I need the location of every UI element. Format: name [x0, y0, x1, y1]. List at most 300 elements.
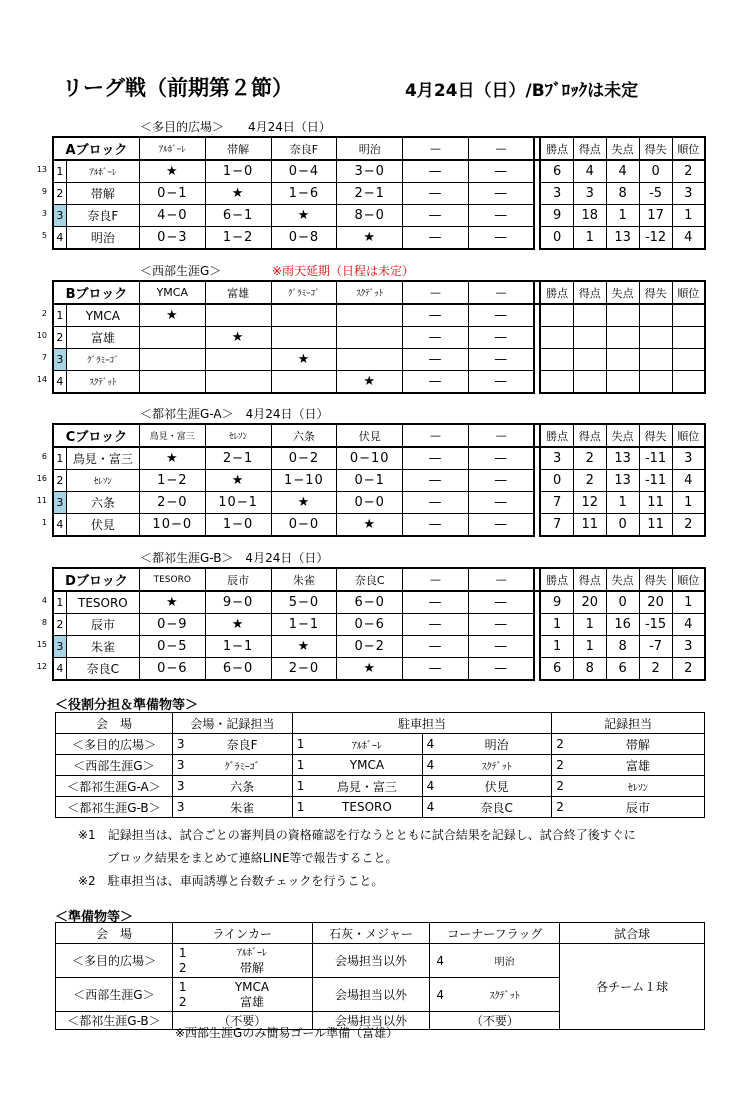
team-stat: -11 [639, 470, 672, 492]
team-row [53, 227, 705, 250]
team-name: 帯解 [66, 183, 139, 205]
team-stat: 4 [573, 160, 606, 183]
opponent-header: 帯解 [205, 137, 271, 160]
venue-label: ＜都祁生涯G-B＞ 4月24日（日） [140, 551, 329, 565]
roles-team: 富雄 [572, 755, 705, 776]
team-stat: -11 [639, 447, 672, 470]
match-result: ★ [139, 591, 205, 614]
team-stat: 0 [540, 227, 573, 250]
match-result: 1−0 [205, 160, 271, 183]
match-result: ★ [271, 205, 337, 227]
team-number: 2 [53, 327, 66, 349]
team-row [53, 636, 705, 658]
team-number: 1 [53, 591, 66, 614]
match-result: — [468, 160, 534, 183]
roles-number: 4 [422, 734, 442, 755]
match-result [139, 349, 205, 371]
match-result: — [403, 205, 469, 227]
team-row [53, 614, 705, 636]
team-stat [540, 371, 573, 394]
match-result [271, 327, 337, 349]
team-stat: 4 [672, 470, 705, 492]
match-result: — [403, 371, 469, 394]
opponent-header: YMCA [139, 281, 205, 304]
equipment-line-no: 1 [178, 945, 187, 960]
match-result: 6−0 [205, 658, 271, 681]
match-result: ★ [139, 304, 205, 327]
opponent-header: ｱﾙﾎﾞｰﾚ [139, 137, 205, 160]
stat-header: 得点 [573, 424, 606, 447]
team-stat: 20 [639, 591, 672, 614]
team-stat: 13 [606, 470, 639, 492]
equipment-line-team: 富雄 [239, 994, 264, 1009]
team-stat: 4 [606, 160, 639, 183]
opponent-header: — [468, 424, 534, 447]
team-stat: 2 [672, 514, 705, 537]
team-stat [606, 349, 639, 371]
opponent-header: — [468, 568, 534, 591]
team-stat: 2 [573, 447, 606, 470]
team-stat: 3 [573, 183, 606, 205]
seed-number: 9 [41, 187, 47, 196]
match-result: 2−0 [139, 492, 205, 514]
team-stat: 9 [540, 591, 573, 614]
roles-team: TESORO [312, 797, 422, 818]
stat-header: 失点 [606, 281, 639, 304]
team-number: 2 [53, 183, 66, 205]
match-result: — [403, 447, 469, 470]
opponent-header: TESORO [139, 568, 205, 591]
stat-header: 得点 [573, 568, 606, 591]
team-stat [639, 304, 672, 327]
match-result: 6−1 [205, 205, 271, 227]
equipment-row [56, 944, 705, 978]
team-number: 2 [53, 614, 66, 636]
match-result: — [403, 514, 469, 537]
equipment-lime: 会場担当以外 [312, 978, 430, 1012]
team-stat: 1 [672, 492, 705, 514]
match-result: 0−1 [139, 183, 205, 205]
league-table-block-2 [52, 280, 706, 394]
stat-header: 得失 [639, 137, 672, 160]
match-result [205, 349, 271, 371]
roles-number: 1 [292, 797, 312, 818]
equipment-lime: 会場担当以外 [312, 1012, 430, 1030]
match-result: — [403, 327, 469, 349]
stat-header: 得失 [639, 424, 672, 447]
team-row [53, 447, 705, 470]
team-row [53, 327, 705, 349]
match-result: 1−10 [271, 470, 337, 492]
match-result: 8−0 [337, 205, 403, 227]
team-stat: 7 [540, 514, 573, 537]
stat-header: 勝点 [540, 281, 573, 304]
seed-number: 3 [41, 209, 47, 218]
match-result: ★ [205, 614, 271, 636]
team-name: ｽｸﾃﾞｯﾄ [66, 371, 139, 394]
team-stat: 6 [540, 160, 573, 183]
match-result: 0−9 [139, 614, 205, 636]
roles-team: 鳥見・富三 [312, 776, 422, 797]
note-2: ※2 駐車担当は、車両誘導と台数チェックを行うこと。 [78, 874, 384, 888]
stat-header: 失点 [606, 137, 639, 160]
team-number: 1 [53, 447, 66, 470]
stat-header: 失点 [606, 568, 639, 591]
team-stat: 3 [540, 447, 573, 470]
seed-number: 13 [36, 165, 47, 174]
equipment-corner-no: 4 [430, 978, 450, 1012]
roles-header-record: 記録担当 [552, 713, 705, 734]
equipment-corner-team: ｽｸﾃﾞｯﾄ [450, 978, 560, 1012]
roles-team: ｽｸﾃﾞｯﾄ [442, 755, 552, 776]
team-stat: 3 [540, 183, 573, 205]
team-stat: 13 [606, 447, 639, 470]
match-result: — [403, 304, 469, 327]
team-name: 辰市 [66, 614, 139, 636]
match-result: 10−0 [139, 514, 205, 537]
match-result: — [403, 227, 469, 250]
match-result: 0−10 [337, 447, 403, 470]
roles-venue: ＜都祁生涯G-A＞ [56, 776, 173, 797]
match-result: 0−0 [337, 492, 403, 514]
team-stat [573, 304, 606, 327]
team-number: 4 [53, 371, 66, 394]
stat-header: 勝点 [540, 137, 573, 160]
team-stat: 13 [606, 227, 639, 250]
stat-header: 順位 [672, 568, 705, 591]
match-result: ★ [337, 371, 403, 394]
team-number: 3 [53, 492, 66, 514]
stat-header: 得失 [639, 281, 672, 304]
team-stat: 1 [573, 227, 606, 250]
team-stat [606, 304, 639, 327]
equipment-header-ball: 試合球 [560, 923, 705, 944]
team-stat: -15 [639, 614, 672, 636]
team-stat: 11 [573, 514, 606, 537]
team-name: ｱﾙﾎﾞｰﾚ [66, 160, 139, 183]
team-name: 奈良F [66, 205, 139, 227]
team-stat: 0 [540, 470, 573, 492]
team-stat: 8 [606, 636, 639, 658]
match-result: 0−6 [139, 658, 205, 681]
roles-team: ｱﾙﾎﾞｰﾚ [312, 734, 422, 755]
match-result: 3−0 [337, 160, 403, 183]
team-stat [573, 371, 606, 394]
team-number: 4 [53, 658, 66, 681]
equipment-footnote: ※西部生涯Gのみ簡易ゴール準備（富雄） [175, 1026, 399, 1040]
match-result: — [403, 349, 469, 371]
stat-header: 勝点 [540, 568, 573, 591]
opponent-header: — [468, 281, 534, 304]
stat-header: 順位 [672, 137, 705, 160]
match-result: 0−1 [337, 470, 403, 492]
seed-number: 15 [36, 640, 47, 649]
match-result: — [468, 304, 534, 327]
match-result: — [468, 514, 534, 537]
seed-number: 5 [41, 231, 47, 240]
roles-venue: ＜都祁生涯G-B＞ [56, 797, 173, 818]
stat-header: 得点 [573, 137, 606, 160]
opponent-header: 鳥見・富三 [139, 424, 205, 447]
seed-number: 7 [41, 353, 47, 362]
roles-number: 3 [172, 776, 192, 797]
match-result: 5−0 [271, 591, 337, 614]
match-result: — [468, 447, 534, 470]
team-number: 3 [53, 205, 66, 227]
match-result [139, 371, 205, 394]
roles-number: 1 [292, 734, 312, 755]
match-result: — [403, 183, 469, 205]
seed-number: 10 [36, 331, 47, 340]
page-date-subtitle: 4月24日（日）/Bﾌﾞﾛｯｸは未定 [405, 81, 639, 101]
roles-row [56, 797, 705, 818]
team-row [53, 658, 705, 681]
match-result: 6−0 [337, 591, 403, 614]
match-result: 10−1 [205, 492, 271, 514]
roles-number: 2 [552, 776, 572, 797]
stat-header: 順位 [672, 424, 705, 447]
team-stat: 2 [639, 658, 672, 681]
match-result [337, 349, 403, 371]
match-result: ★ [139, 447, 205, 470]
team-stat: 3 [672, 447, 705, 470]
team-stat: 0 [606, 514, 639, 537]
match-result [271, 371, 337, 394]
seed-number: 11 [36, 496, 47, 505]
match-result: ★ [271, 349, 337, 371]
roles-header-venue: 会 場 [56, 713, 173, 734]
roles-number: 3 [172, 797, 192, 818]
match-result: 0−2 [337, 636, 403, 658]
opponent-header: — [468, 137, 534, 160]
equipment-header-linecar: ラインカー [172, 923, 312, 944]
team-stat: 1 [573, 636, 606, 658]
team-stat: 1 [540, 636, 573, 658]
team-stat: 9 [540, 205, 573, 227]
page-title: リーグ戦（前期第２節） [62, 76, 293, 100]
team-stat [672, 349, 705, 371]
match-result: 0−6 [337, 614, 403, 636]
opponent-header: — [403, 568, 469, 591]
match-result: ★ [205, 183, 271, 205]
equipment-table [55, 922, 705, 1030]
match-result: — [468, 591, 534, 614]
roles-team: 朱雀 [192, 797, 292, 818]
equipment-venue: ＜西部生涯G＞ [56, 978, 173, 1012]
opponent-header: 富雄 [205, 281, 271, 304]
opponent-header: 明治 [337, 137, 403, 160]
roles-row [56, 776, 705, 797]
team-number: 1 [53, 304, 66, 327]
block-name: Cブロック [53, 424, 139, 447]
roles-table [55, 712, 705, 818]
team-stat: 2 [672, 160, 705, 183]
match-result: 2−1 [205, 447, 271, 470]
match-result: ★ [205, 470, 271, 492]
team-stat: 11 [639, 514, 672, 537]
team-stat: 1 [540, 614, 573, 636]
match-result [271, 304, 337, 327]
roles-team: ｸﾞﾗﾐｰｺﾞ [192, 755, 292, 776]
team-row [53, 514, 705, 537]
team-row [53, 160, 705, 183]
roles-team: 帯解 [572, 734, 705, 755]
roles-number: 2 [552, 734, 572, 755]
match-result: — [468, 636, 534, 658]
match-result: 4−0 [139, 205, 205, 227]
match-result: 1−2 [205, 227, 271, 250]
team-row [53, 591, 705, 614]
seed-number: 2 [41, 309, 47, 318]
match-result: 0−3 [139, 227, 205, 250]
match-result: ★ [205, 327, 271, 349]
match-result: ★ [139, 160, 205, 183]
team-stat: 11 [639, 492, 672, 514]
team-stat: 8 [573, 658, 606, 681]
equipment-title: ＜準備物等＞ [55, 910, 134, 925]
match-result: — [468, 371, 534, 394]
team-number: 4 [53, 227, 66, 250]
team-name: 朱雀 [66, 636, 139, 658]
match-result: — [403, 492, 469, 514]
team-stat [540, 349, 573, 371]
roles-team: 明治 [442, 734, 552, 755]
league-header-row [53, 568, 705, 591]
equipment-corner-no: 4 [430, 944, 450, 978]
team-stat: 3 [672, 636, 705, 658]
match-result: 0−0 [271, 514, 337, 537]
seed-number: 1 [41, 518, 47, 527]
team-stat: 1 [573, 614, 606, 636]
team-name: ｾﾚｿﾝ [66, 470, 139, 492]
team-number: 2 [53, 470, 66, 492]
team-row [53, 470, 705, 492]
equipment-line-no: 2 [178, 994, 187, 1009]
note-1: ※1 記録担当は、試合ごとの審判員の資格確認を行なうとともに試合結果を記録し、試合終了後すぐに [78, 828, 636, 842]
team-name: 鳥見・富三 [66, 447, 139, 470]
team-stat [672, 327, 705, 349]
team-stat: 6 [540, 658, 573, 681]
team-number: 3 [53, 636, 66, 658]
league-table-block-1 [52, 136, 706, 250]
opponent-header: 奈良C [337, 568, 403, 591]
roles-header-row [56, 713, 705, 734]
team-stat: 0 [606, 591, 639, 614]
opponent-header: 伏見 [337, 424, 403, 447]
team-stat [540, 304, 573, 327]
league-table-block-4 [52, 567, 706, 681]
roles-number: 1 [292, 776, 312, 797]
roles-row [56, 755, 705, 776]
match-result: — [468, 349, 534, 371]
team-stat: 7 [540, 492, 573, 514]
team-row [53, 349, 705, 371]
team-stat: 2 [672, 658, 705, 681]
opponent-header: 朱雀 [271, 568, 337, 591]
match-result: 2−1 [337, 183, 403, 205]
opponent-header: 辰市 [205, 568, 271, 591]
league-header-row [53, 137, 705, 160]
match-result: 0−5 [139, 636, 205, 658]
team-stat: 6 [606, 658, 639, 681]
match-result: ★ [337, 227, 403, 250]
roles-header-venue-record: 会場・記録担当 [172, 713, 292, 734]
team-row [53, 371, 705, 394]
match-result [139, 327, 205, 349]
team-row [53, 205, 705, 227]
stat-header: 順位 [672, 281, 705, 304]
team-stat [639, 327, 672, 349]
match-result: 1−1 [271, 614, 337, 636]
match-result: — [468, 470, 534, 492]
stat-header: 得点 [573, 281, 606, 304]
equipment-line-team: ｱﾙﾎﾞｰﾚ [236, 947, 267, 959]
equipment-line-no: 1 [178, 979, 187, 994]
match-result: 1−2 [139, 470, 205, 492]
match-result: — [403, 614, 469, 636]
match-result [337, 327, 403, 349]
equipment-corner-none: （不要） [430, 1012, 560, 1030]
equipment-header-corner: コーナーフラッグ [430, 923, 560, 944]
roles-number: 4 [422, 797, 442, 818]
team-name: 奈良C [66, 658, 139, 681]
roles-number: 2 [552, 797, 572, 818]
venue-label: ＜多目的広場＞ 4月24日（日） [140, 120, 331, 134]
match-result: — [403, 658, 469, 681]
team-stat [606, 371, 639, 394]
team-name: 富雄 [66, 327, 139, 349]
team-stat: -5 [639, 183, 672, 205]
seed-number: 12 [36, 662, 47, 671]
equipment-corner-team: 明治 [450, 944, 560, 978]
opponent-header: — [403, 137, 469, 160]
roles-team: 六条 [192, 776, 292, 797]
roles-venue: ＜多目的広場＞ [56, 734, 173, 755]
venue-label: ＜西部生涯G＞ [140, 264, 222, 278]
team-name: YMCA [66, 304, 139, 327]
equipment-line-none: （不要） [172, 1012, 312, 1030]
stat-header: 失点 [606, 424, 639, 447]
match-result: 0−8 [271, 227, 337, 250]
team-number: 1 [53, 160, 66, 183]
match-result: — [403, 470, 469, 492]
team-name: 伏見 [66, 514, 139, 537]
opponent-header: — [403, 424, 469, 447]
match-result: — [403, 591, 469, 614]
team-stat [540, 327, 573, 349]
team-stat: 1 [606, 205, 639, 227]
seed-number: 16 [36, 474, 47, 483]
team-name: 明治 [66, 227, 139, 250]
league-header-row [53, 424, 705, 447]
roles-venue: ＜西部生涯G＞ [56, 755, 173, 776]
equipment-venue: ＜都祁生涯G-B＞ [56, 1012, 173, 1030]
team-stat [606, 327, 639, 349]
roles-team: ｾﾚｿﾝ [572, 776, 705, 797]
team-stat: 12 [573, 492, 606, 514]
team-stat [639, 349, 672, 371]
team-name: 六条 [66, 492, 139, 514]
stat-header: 勝点 [540, 424, 573, 447]
opponent-header: ｾﾚｿﾝ [205, 424, 271, 447]
venue-warning: ※雨天延期（日程は未定） [272, 264, 415, 278]
opponent-header: ｸﾞﾗﾐｰｺﾞ [271, 281, 337, 304]
match-result: — [468, 205, 534, 227]
roles-team: 奈良C [442, 797, 552, 818]
seed-number: 6 [41, 452, 47, 461]
match-result: — [403, 160, 469, 183]
opponent-header: — [403, 281, 469, 304]
